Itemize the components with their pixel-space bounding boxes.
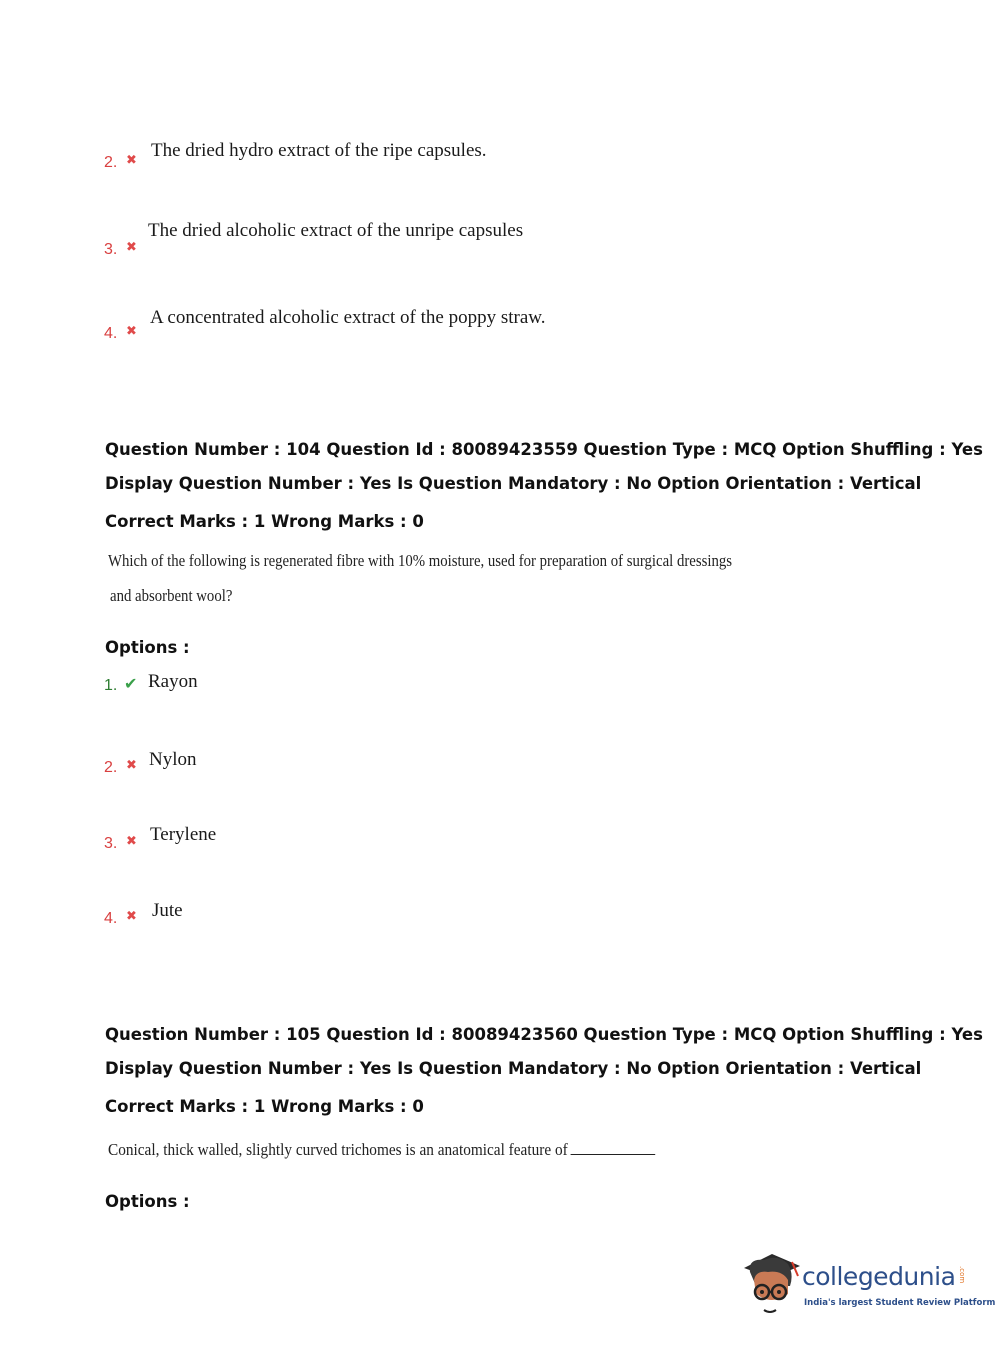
logo-wordmark: collegedunia bbox=[802, 1262, 956, 1291]
question-text: Conical, thick walled, slightly curved trichomes is an anatomical feature of bbox=[108, 1140, 655, 1160]
question-text: Which of the following is regenerated fibre with 10% moisture, used for preparation of surgical dressings bbox=[108, 551, 733, 570]
option-number: 3. bbox=[104, 835, 118, 852]
option-number: 4. bbox=[104, 910, 118, 927]
option-number: 1. bbox=[104, 677, 118, 694]
cross-icon: ✖ bbox=[126, 324, 137, 339]
option-number: 4. bbox=[104, 325, 118, 342]
question-meta-line: Question Number : 104 Question Id : 80089423559 Question Type : MCQ Option Shuffling : Yes bbox=[105, 440, 983, 459]
option-text: Rayon bbox=[148, 671, 198, 692]
question-meta-line: Question Number : 105 Question Id : 80089423560 Question Type : MCQ Option Shuffling : Yes bbox=[105, 1025, 983, 1044]
options-label: Options : bbox=[105, 638, 190, 657]
option-text: Nylon bbox=[149, 749, 197, 770]
question-marks: Correct Marks : 1 Wrong Marks : 0 bbox=[105, 512, 424, 531]
question-meta-line: Display Question Number : Yes Is Question Mandatory : No Option Orientation : Vertical bbox=[105, 1059, 922, 1078]
option-number: 2. bbox=[104, 154, 118, 171]
cross-icon: ✖ bbox=[126, 240, 137, 255]
cross-icon: ✖ bbox=[126, 758, 137, 773]
cross-icon: ✖ bbox=[126, 153, 137, 168]
option-text: The dried alcoholic extract of the unripe capsules bbox=[148, 220, 524, 241]
option-text: Terylene bbox=[150, 824, 217, 845]
question-marks: Correct Marks : 1 Wrong Marks : 0 bbox=[105, 1097, 424, 1116]
option-number: 2. bbox=[104, 759, 118, 776]
logo-tagline: India's largest Student Review Platform bbox=[804, 1298, 996, 1308]
mascot-logo-icon bbox=[742, 1250, 802, 1320]
question-meta-line: Display Question Number : Yes Is Question Mandatory : No Option Orientation : Vertical bbox=[105, 474, 922, 493]
cross-icon: ✖ bbox=[126, 834, 137, 849]
options-label: Options : bbox=[105, 1192, 190, 1211]
option-text: A concentrated alcoholic extract of the poppy straw. bbox=[150, 307, 546, 328]
cross-icon: ✖ bbox=[126, 909, 137, 924]
question-text: and absorbent wool? bbox=[110, 586, 233, 605]
check-icon: ✔ bbox=[124, 674, 138, 693]
answer-blank bbox=[570, 1140, 655, 1155]
option-number: 3. bbox=[104, 241, 118, 258]
option-text: Jute bbox=[152, 900, 183, 921]
logo-domain: .com bbox=[958, 1266, 966, 1284]
option-text: The dried hydro extract of the ripe capsules. bbox=[151, 140, 487, 161]
